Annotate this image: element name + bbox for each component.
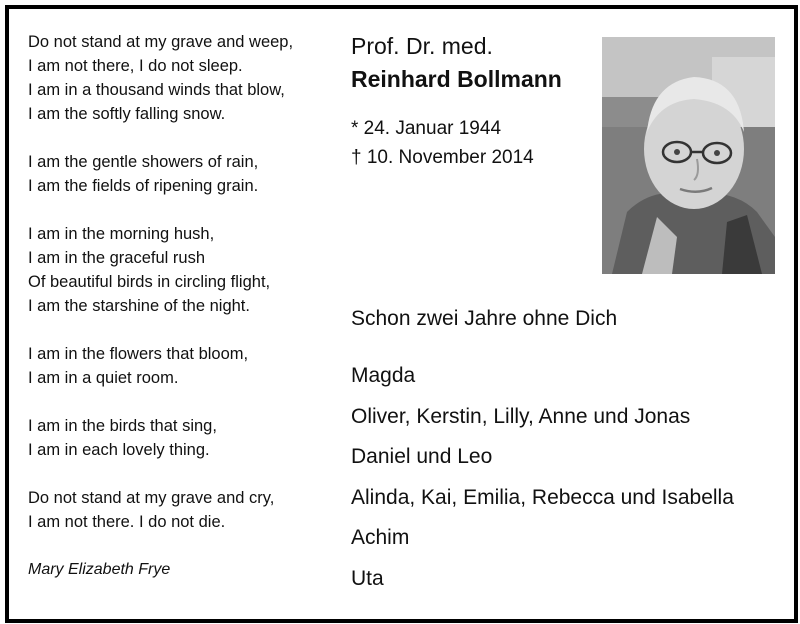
- poem-line: I am the gentle showers of rain,: [28, 153, 259, 171]
- death-date: † 10. November 2014: [351, 147, 534, 168]
- poem-line: I am in the birds that sing,: [28, 417, 217, 435]
- mourner-name: Alinda, Kai, Emilia, Rebecca und Isabella: [351, 485, 734, 509]
- poem-line: I am in the flowers that bloom,: [28, 345, 249, 363]
- poem-line: Of beautiful birds in circling flight,: [28, 273, 271, 291]
- poem-line: I am the fields of ripening grain.: [28, 177, 259, 195]
- poem-line: I am in the graceful rush: [28, 249, 206, 267]
- deceased-name: Reinhard Bollmann: [351, 66, 562, 92]
- family-section: [351, 304, 781, 599]
- poem-line: I am the starshine of the night.: [28, 297, 250, 315]
- mourner-name: Magda: [351, 364, 416, 387]
- birth-date: * 24. Januar 1944: [351, 118, 502, 139]
- portrait-photo: [602, 37, 775, 274]
- poem-line: Do not stand at my grave and weep,: [28, 33, 294, 51]
- remembrance-line: Schon zwei Jahre ohne Dich: [351, 307, 618, 330]
- poem-line: Do not stand at my grave and cry,: [28, 489, 275, 507]
- poem: [28, 30, 328, 582]
- poem-line: I am in a quiet room.: [28, 369, 179, 387]
- poem-stanza: [28, 30, 328, 126]
- mourner-name: Oliver, Kerstin, Lilly, Anne und Jonas: [351, 404, 691, 428]
- academic-title: Prof. Dr. med.: [351, 33, 493, 59]
- mourner-name: Achim: [351, 526, 410, 549]
- poem-line: I am in each lovely thing.: [28, 441, 210, 459]
- poem-line: I am not there. I do not die.: [28, 513, 226, 531]
- portrait-illustration: [602, 37, 775, 274]
- poem-line: I am the softly falling snow.: [28, 105, 226, 123]
- deceased-header: [351, 30, 596, 172]
- mourner-name: Uta: [351, 566, 384, 590]
- poem-stanza: [28, 150, 328, 198]
- mourner-name: Daniel und Leo: [351, 445, 493, 468]
- poem-stanza: [28, 222, 328, 318]
- poem-line: I am not there, I do not sleep.: [28, 57, 243, 75]
- poem-stanza: [28, 414, 328, 462]
- poem-line: I am in a thousand winds that blow,: [28, 81, 285, 99]
- life-dates: [351, 114, 596, 172]
- poem-line: I am in the morning hush,: [28, 225, 215, 243]
- poem-author: Mary Elizabeth Frye: [28, 561, 171, 578]
- poem-stanza: [28, 486, 328, 534]
- poem-stanza: [28, 342, 328, 390]
